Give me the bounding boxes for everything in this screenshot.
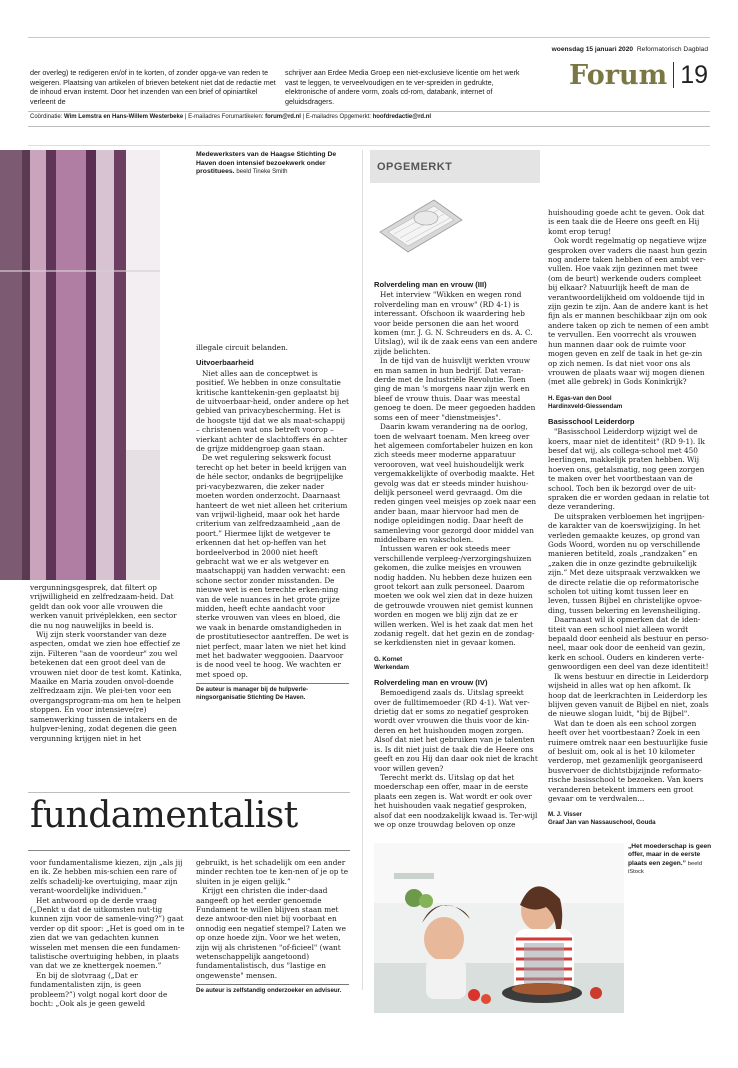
photo-illustration [0,150,160,580]
credits-names: Wim Lemstra en Hans-Willem Westerbeke [64,114,184,120]
section-divider [673,62,674,88]
letter2-sig-name: H. Egas-van den Dool [548,394,612,402]
article2-para: En bij de slotvraag („Dat er fundamentalisten zijn, is geen probleem?”) volgt nogal kort door de bocht: „Ook als je geen geweld [30,970,168,1009]
letter1-para: Het interview "Wikken en wegen rond rolverdeling man en vrouw" (RD 4-1) is interessant. Ofschoon ik waardering heb voor beide personen die aan het woord komen (mr. J. G. N. Schreuders en ds. A. C. Uitslag), wil ik de zaak eens van een andere zijde belichten. [374,290,538,356]
photo-prostitution-window [0,150,160,580]
paper-name: Reformatorisch Dagblad [636,46,708,53]
intro-col-2 [285,68,533,106]
intro-col-1 [30,68,278,106]
article1-para: Wij zijn sterk voorstander van deze aspecten, omdat we zien hoe effectief ze zijn. Filteren "aan de voordeur" zou wel betekenen dat een groot deel van de vrouwen niet door de test komt. Katinka, Maaike en Maria zouden onvol-doende zelfredzaam zijn. We plei-ten voor een overgangsprogram-ma om hen te helpen stoppen. En voor intensieve(re) samenwerking tussen de intakers en de hulpver-lening, zodat degenen die geen vergunning krijgen niet in het [30,630,182,743]
article2-para: Het antwoord op de derde vraag („Denkt u dat de uitkomsten nut-tig kunnen zijn voor de samenle-ving?”) gaat verder op dit spoor: „Het is goed om in te zien dat we van gedachten kunnen wisselen met mensen die een fundamen-talistische overtuiging hebben, in plaats van dat we ze knettergek noemen.” [30,895,185,971]
credits-label: Coördinatie: [30,114,63,120]
letter2-signature [548,395,710,411]
letter2-cont-para: huishouding goede acht te geven. Ook dat is een taak die de Heere ons geeft en Hij komt erop terug! [548,208,705,236]
credits-line [30,114,431,120]
opgemerkt-email-label: | E-mailadres Opgemerkt: [302,114,371,120]
article1-para: De wet regulering sekswerk focust terecht op het beter in beeld krijgen van de héle sector, ondanks de begrijpelijke pri-vacybezwaren, die zeker nader moeten worden onderzocht. Daarnaast hanteert de wet niet alleen het criterium van vrijwil-ligheid, maar ook het harde criterium van zelfredzaamheid „aan de poort.” Hiermee lijkt de wetgever te erkennen dat het op-heffen van het bordeelverbod in 2000 niet heeft gebracht wat we er als wetgever en maatschappij van hadden verwacht: een schone sector zonder misstanden. De nieuwe wet is een terechte erken-ning van de vele nuances in het grote grijze midden, heeft echte aandacht voor sterke vrouwen van vlees en bloed, die we vaak in benarde omstandigheden in de prostitutiesector aantreffen. De wet is niet perfect, maar laten we niet het kind met het badwater weggooien. Daarvoor is de nood veel te hoog. We wachten er met spoed op. [196,453,349,679]
article2-col-2 [196,858,349,995]
letter3-signature [548,811,710,827]
letter2-para: Bemoedigend zaals ds. Uitslag spreekt over de fulltimemoeder (RD 4-1). Wat ver-drietig dat er soms zo negatief gesproken wordt over vrouwen die thuis voor de kin-deren en het huishouden mogen zorgen. Alsof dat niet het gebruiken van je talenten is. Is dit niet juist de taak die de Heere ons geeft en zou Hij dan daar ook niet de kracht voor willen geven? [374,688,538,773]
letter3-para: De uitspraken verbloemen het ingrijpen-de karakter van de koerswijziging. In het verleden gemaakte keuzes, op grond van Gods Woord, worden nu op verschillende manieren betiteld, zoals „randzaken” en „zaken die in onze gezindte gebruikelijk zijn.” Met deze uitspraak verzwakken we de directe relatie die op reformatorische scholen tot uiting komt tussen leer en leven, tussen Bijbel en christelijke opvoe-ding, tussen bekering en levensheiliging. [548,511,705,615]
article2-para: Krijgt een christen die inder-daad aangeeft op het eerder genoemde Fundament te willen blijven staan met deze antwoor-den niet bij voorbaat en onnodig een negatief stempel? Laten we op onze hoede zijn. Voor we het weten, zijn wij als christenen "of-ficieel" (want wetenschappelijk aangetoond) fundamentalistisch, dus "lastige en ongewenste" mensen. [196,886,346,980]
opgemerkt-col-2 [548,208,710,827]
letter2-para: Terecht merkt ds. Uitslag op dat het moederschap een offer, maar in de eerste plaats een zegen is. Wat wordt er ook over het huishouden vaak negatief gesproken, alsof dat een noodzakelijk kwaad is. Ter-wijl we op onze trouwdag beloven op onze [374,772,538,829]
letter3-sig-place: Graaf Jan van Nassauschool, Gouda [548,819,656,827]
section-title: Forum [569,59,668,91]
letter3-para: Wat dan te doen als een school zorgen heeft over het voortbestaan? Zoek in een ruimere omtrek naar een bestuurlijke fusie of besluit om, ook al is het 10 kilometer verderop, met gezamenlijk georganiseerd busvervoer de dichtstbijzijnde reformato-rische basisschool te bezoeken. Van koers veranderen betekent immers een groot gevaar om te verdwalen... [548,718,708,803]
article1-col2-first: illegale circuit belanden. [196,343,288,352]
intro-text-1: der overleg) te redigeren en/of in te korten, of zonder opga-ve van reden te weigeren. Plaatsing van artikelen of brieven betekent niet dat de redactie met de inhoud ervan instemt. Door het inzenden van een brief of opiniartikel verleent de [30,68,276,106]
article2-headline: fundamentalist [30,795,298,836]
intro-text-2: schrijver aan Erdee Media Groep een niet-exclusieve licentie om het werk vast te leggen, te verveelvoudigen en te ver-spreiden in gedrukte, elektronische of andere vorm, zoals cd-rom, databank, internet of geluidsdragers. [285,68,520,106]
letter3-para: Ik wens bestuur en directie in Leiderdorp wijsheid in alles wat op hen afkomt. Ik hoop dat de leerkrachten in Leiderdorp les blijven geven vanuit de Bijbel en niet, zoals de nieuwe slogan luidt, "bij de Bijbel". [548,671,709,719]
article2-para: gebruikt, is het schadelijk om een ander minder rechten toe te ken-nen of je op te sluiten in je eigen gelijk.” [196,858,349,886]
letter1-para: Daarin kwam verandering na de oorlog, toen de welvaart toenam. Men kreeg over het algemeen comfortabeler huizen en kon zich steeds meer moderne apparatuur verooroven, wat veel huishoudelijk werk vergemakkelijkte of overbodig maakte. Het gevolg was dat er steeds minder huishou-delijk personeel werd gevraagd. Om die reden gingen veel meisjes op zoek naar een ander baan, maar hiervoor had men de nodige opleidingen nodig. Daar heeft de samenleving voor gezorgd door middel van middelbare en vakscholen. [374,422,537,544]
letter1-heading: Rolverdeling man en vrouw (III) [374,280,487,289]
article2-col-1 [30,858,186,1009]
article1-para: Niet alles aan de conceptwet is positief. We hebben in onze consultatie kritische kanttekenin-gen geplaatst bij de uitvoerbaar-heid, onder andere op het gebied van privacybescherming. Het is de hoogste tijd dat we als maat-schappij – christenen wat ons betreft voorop – vierkant achter de slachtoffers én achter de grijze middengroep gaan staan. [196,368,349,454]
letter3-sig-name: M. J. Visser [548,811,582,819]
article1-subhead: Uitvoerbaarheid [196,358,254,368]
page-number: 19 [680,60,708,89]
letter1-sig-place: Werkendam [374,663,409,671]
keyboard-hand-icon [374,192,464,256]
article2-author-note: De auteur is zelfstandig onderzoeker en adviseur. [196,987,342,995]
letter1-para: Intussen waren er ook steeds meer verschillende verpleeg-/verzorgingshuizen gekomen, die zulke meisjes en vrouwen nodig hadden. Nu hebben deze huizen een groot tekort aan zulk personeel. Daarom moeten we ook wel zien dat in deze huizen de getrouwde vrouwen niet gemist kunnen worden en mogen we blij zijn dat ze er willen werken. Wel is het zaak dat men het zodanig regelt. dat het gezin en de zondag-se kerkdiensten niet in gevaar komen. [374,544,535,648]
opgemerkt-email[interactable]: hoofdredactie@rd.nl [372,114,432,120]
photo2-caption [628,843,712,877]
article1-para: vergunningsgesprek, dat filtert op vrijwilligheid en zelfredzaam-heid. Dat geldt dan ook voor alle vrouwen die werken vanuit privéplekken, een sector die nu nog nauwelijks in beeld is. [30,583,177,630]
article1-col-2 [196,343,349,702]
section-header [569,60,708,90]
letter2-sig-place: Hardinxveld-Giessendam [548,402,623,410]
article1-author-note: De auteur is manager bij de hulpverle-ningsorganisatie Stichting De Haven. [196,686,309,702]
photo2-credit: beeld iStock [628,860,702,876]
letter3-para: "Basisschool Leiderdorp wijzigt wel de koers, maar niet de identiteit" (RD 9-1). Ik besef dat wij, als collega-school met 450 leerlingen, makkelijk praten hebben. Wij hoeven ons, getalsmatig, nog geen zorgen te maken over het voortbestaan van de school. Toch ben ik bezorgd over de uit-spraken die er worden gedaan in relatie tot deze verandering. [548,427,710,512]
masthead-date [552,46,708,53]
issue-date: woensdag 15 januari 2020 [551,46,634,53]
photo-mother-daughter-cooking [374,843,624,1013]
letter2-cont-para: Ook wordt regelmatig op negatieve wijze gesproken over vaders die naast hun gezin nog andere taken hebben of een ambt ver-vullen. Hoe vaak zijn gezinnen met twee (om de beurt) werkende ouders compleet bij elkaar? Natuurlijk heeft de man de verantwoordelijkheid om voldoende tijd in zijn gezin te zijn. Aan de andere kant is het fijn als er mannen beschikbaar zijn om ook andere taken op zich te nemen of een ambt te vervullen. Een voorrecht als vrouwen hun mannen daar ook de ruimte voor mogen geven en zelf de taak in het ge-zin op zich nemen. Is dat niet voor ons als vrouwen de plaats waar wij mogen dienen (met alle gebrek) in Gods Koninkrijk? [548,236,709,387]
forum-email-label: | E-mailadres Forumartikelen: [184,114,264,120]
letter3-heading: Basisschool Leiderdorp [548,416,635,426]
photo1-caption-text: Medewerksters van de Haagse Stichting De Haven doen intensief bezoekwerk onder prostituees. [196,151,337,176]
forum-email[interactable]: forum@rd.nl [265,114,301,120]
letter1-sig-name: G. Kornet [374,655,403,663]
photo1-credit: beeld Tineke Smith [236,169,288,176]
letter2-heading: Rolverdeling man en vrouw (IV) [374,677,488,687]
letter1-signature [374,656,540,672]
opgemerkt-col-1 [374,280,540,829]
letter1-para: In de tijd van de huisvlijt werkten vrouw en man samen in hun bedrijf. Dat veran-derde met de Industriële Revolutie. Toen ging de man 's morgens naar zijn werk en bleef de vrouw thuis. Daar was meestal genoeg te doen. De meer gegoeden hadden soms een of meer "dienstmeisjes". [374,356,536,422]
opgemerkt-title: OPGEMERKT [377,161,453,173]
letter3-para: Daarnaast wil ik opmerken dat de iden-titeit van een school niet alleen wordt bepaald door eenheid als bestuur en perso-neel, maar ook door de eenheid van gezin, kerk en school. Ouders en kinderen verte-genwoordigen een deel van deze identiteit! [548,615,709,672]
photo2-caption-text: „Het moederschap is geen offer, maar in de eerste plaats een zegen.” [628,843,712,867]
article1-col-1 [30,583,186,743]
article2-para: voor fundamentalisme kiezen, zijn „als jij en ik. Ze hebben mis-schien een rare of zelfs schadelij-ke overtuiging, maar zijn verant-woordelijke individuen.” [30,858,183,896]
photo1-caption [196,151,346,177]
